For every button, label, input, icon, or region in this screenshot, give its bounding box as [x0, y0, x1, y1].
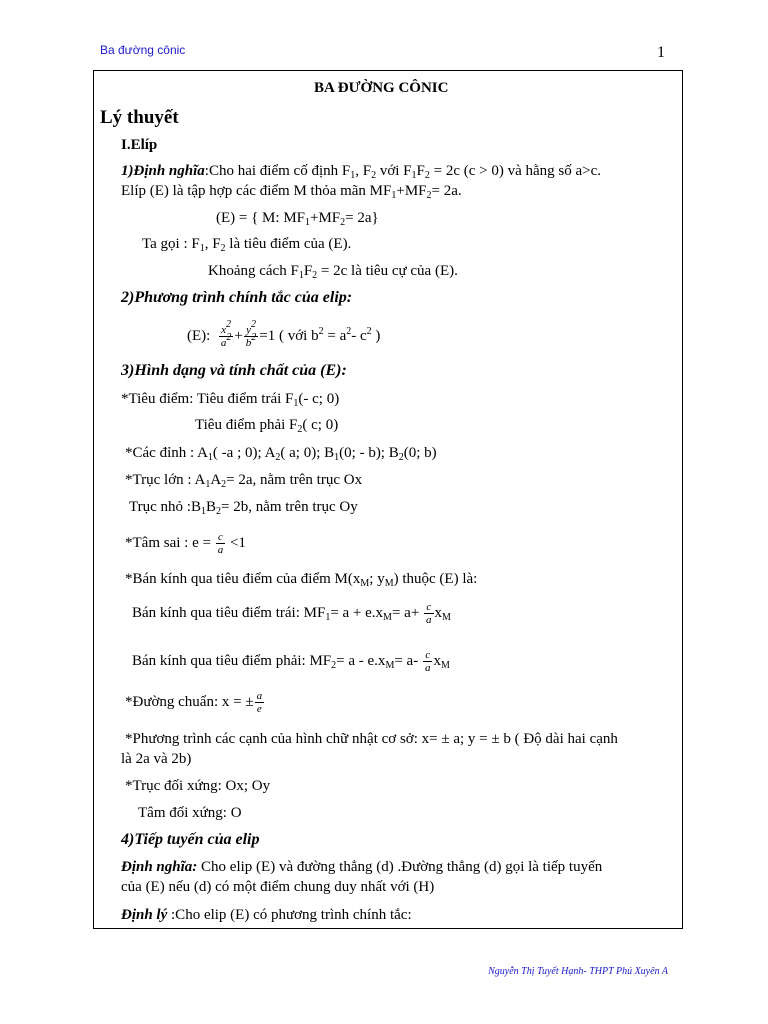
sub: M — [442, 612, 451, 623]
tangent-definition-1 — [121, 858, 602, 876]
text: <1 — [229, 535, 246, 551]
sub: 1 — [205, 479, 211, 490]
text: a — [220, 337, 227, 350]
canonical-equation: (E): $\frac{x^2}{a^2}$ + $\frac{y^2}{b^2}$ =1 ( với $b^2 = a^2-$ $c^2$ ) — [187, 319, 381, 350]
heading-tangent: 4)Tiếp tuyến của elip — [121, 831, 260, 848]
sub: 1 — [293, 398, 299, 409]
minor-axis — [129, 498, 358, 516]
definition-label: Định nghĩa: — [121, 859, 198, 875]
text: Trục nhỏ :B — [129, 499, 201, 515]
sub: 2 — [220, 243, 226, 254]
text: Ta gọi : F — [142, 236, 200, 252]
left-focal-radius — [132, 598, 451, 628]
subsection-heading: I.Elíp — [121, 137, 158, 153]
text: ; y — [369, 571, 385, 587]
sub: 2 — [398, 452, 404, 463]
text: :Cho hai điểm cố định F — [204, 163, 351, 179]
sub: 1 — [325, 612, 331, 623]
text: a — [426, 614, 432, 627]
sub: M — [384, 578, 394, 589]
text: b — [245, 337, 252, 350]
tangent-definition-2: của (E) nếu (d) có một điểm chung duy nhất với (H) — [121, 879, 435, 895]
text: , F — [355, 163, 372, 179]
text: (0; - b); B — [339, 445, 399, 461]
text: y — [246, 324, 251, 337]
definition-line-1 — [121, 162, 601, 180]
text: (E) = { M: MF — [216, 210, 305, 226]
sub: M — [440, 660, 450, 671]
eccentricity — [125, 528, 246, 558]
sub: 2 — [424, 170, 430, 181]
text: +MF — [310, 210, 341, 226]
text: Bán kính qua tiêu điểm trái: MF — [132, 605, 326, 621]
right-focus — [195, 416, 338, 434]
page-number: 1 — [657, 44, 665, 61]
text: ( c; 0) — [302, 417, 339, 433]
text: a — [424, 662, 431, 675]
right-focal-radius — [132, 646, 450, 676]
text: c — [423, 649, 433, 662]
sub: 1 — [411, 170, 417, 181]
focal-radius-intro — [125, 570, 477, 588]
section-heading: Lý thuyết — [100, 107, 179, 128]
text: *Các đỉnh : A — [125, 445, 208, 461]
sub: M — [385, 660, 395, 671]
vertices — [125, 444, 437, 462]
text: = a + e.x — [330, 605, 384, 621]
symmetry-center: Tâm đối xứng: O — [138, 805, 242, 821]
text: = 2a} — [345, 210, 379, 226]
fraction — [423, 649, 433, 674]
document-title: BA ĐƯỜNG CÔNIC — [314, 80, 449, 96]
sub: M — [383, 612, 392, 623]
text: = 2c (c > 0) và hằng số a>c. — [429, 163, 602, 179]
text: = 2a. — [431, 183, 462, 199]
text: =1 ( với b — [259, 328, 319, 344]
sub: 2 — [221, 479, 227, 490]
text: ( -a ; 0); A — [212, 445, 276, 461]
sub: 2 — [340, 217, 346, 228]
sub: 1 — [199, 243, 205, 254]
set-definition — [216, 209, 379, 227]
sup: 2 — [346, 326, 352, 337]
sub: 2 — [426, 190, 432, 201]
fraction — [424, 601, 434, 626]
text: ) — [371, 328, 381, 344]
base-rectangle-line-2: là 2a và 2b) — [121, 751, 192, 767]
running-header: Ba đường cônic — [100, 43, 186, 57]
heading-shape-properties: 3)Hình dạng và tính chất của (E): — [121, 362, 347, 379]
text: - c — [351, 328, 367, 344]
sub: 2 — [215, 506, 221, 517]
text: = 2a, nằm trên trục Ox — [226, 472, 363, 488]
text: F — [416, 163, 425, 179]
text: c — [424, 601, 434, 614]
sub: 1 — [207, 452, 213, 463]
text: c — [216, 531, 226, 544]
fraction — [255, 690, 265, 715]
text: *Đường chuẩn: x = ± — [125, 694, 254, 710]
text: = a- — [394, 653, 419, 669]
text: +MF — [396, 183, 427, 199]
fraction — [244, 319, 259, 350]
sub: 2 — [275, 452, 281, 463]
text: x — [433, 653, 441, 669]
base-rectangle-line-1: *Phương trình các cạnh của hình chữ nhật cơ sở: x= ± a; y = ± b ( Độ dài hai cạnh — [125, 731, 618, 747]
text: với F — [376, 163, 412, 179]
content-frame — [93, 70, 683, 929]
author-footer: Nguyễn Thị Tuyết Hạnh- THPT Phú Xuyên A — [488, 966, 668, 977]
symmetry-axes: *Trục đối xứng: Ox; Oy — [125, 778, 271, 794]
definition-label: 1)Định nghĩa — [121, 163, 205, 179]
text: = a - e.x — [336, 653, 386, 669]
text: B — [205, 499, 216, 515]
focal-distance-line — [208, 262, 458, 280]
sub: 1 — [391, 190, 397, 201]
text: A — [210, 472, 222, 488]
text: là tiêu điểm của (E). — [225, 236, 352, 252]
sup: 2 — [226, 332, 232, 344]
sup: 2 — [226, 319, 232, 331]
text: (0; b) — [403, 445, 437, 461]
left-focus — [121, 390, 339, 408]
text: Elíp (E) là tập hợp các điểm M thỏa mãn MF — [121, 183, 392, 199]
text: a — [256, 690, 263, 703]
major-axis — [125, 471, 362, 489]
heading-canonical-equation: 2)Phương trình chính tắc của elip: — [121, 289, 353, 306]
text: = a — [323, 328, 347, 344]
fraction — [216, 531, 226, 556]
text: *Bán kính qua tiêu điểm của điểm M(x — [125, 571, 361, 587]
sup: 2 — [318, 326, 324, 337]
text: F — [303, 263, 313, 279]
sup: 2 — [366, 326, 372, 337]
text: x — [434, 605, 443, 621]
text: *Tiêu điểm: Tiêu điểm trái F — [121, 391, 294, 407]
text: = 2b, nằm trên trục Oy — [220, 499, 358, 515]
sup: 2 — [251, 332, 257, 344]
fraction — [219, 319, 234, 350]
text: , F — [204, 236, 221, 252]
text: ( a; 0); B — [280, 445, 335, 461]
text: Cho elip (E) và đường thẳng (d) .Đường thẳng (d) gọi là tiếp tuyến — [197, 859, 603, 875]
text: Bán kính qua tiêu điểm phải: MF — [132, 653, 332, 669]
sub: 2 — [371, 170, 377, 181]
text: Khoảng cách F — [208, 263, 299, 279]
sub: 2 — [312, 270, 318, 281]
text: Tiêu điểm phải F — [195, 417, 298, 433]
sup: 2 — [250, 319, 256, 331]
text: ) thuộc (E) là: — [393, 571, 478, 587]
text: = 2c là tiêu cự của (E). — [317, 263, 458, 279]
text: a — [217, 544, 224, 557]
directrix — [125, 687, 265, 717]
text: :Cho elip (E) có phương trình chính tắc: — [167, 907, 412, 923]
foci-line — [142, 235, 351, 253]
text: (E): — [187, 328, 211, 344]
text: *Tâm sai : e = — [125, 535, 211, 551]
text: *Trục lớn : A — [125, 472, 206, 488]
text: x — [221, 324, 227, 337]
sub: 1 — [334, 452, 340, 463]
sub: 1 — [305, 217, 310, 228]
sub: 2 — [297, 424, 303, 435]
sub: 1 — [298, 270, 304, 281]
text: e — [256, 703, 262, 716]
sub: 1 — [200, 506, 206, 517]
text: = a+ — [391, 605, 420, 621]
sub: M — [360, 578, 370, 589]
theorem-line — [121, 906, 412, 924]
definition-line-2 — [121, 182, 462, 200]
text: (- c; 0) — [298, 391, 340, 407]
sub: 1 — [350, 170, 356, 181]
theorem-label: Định lý — [121, 907, 168, 923]
sub: 2 — [331, 660, 337, 671]
